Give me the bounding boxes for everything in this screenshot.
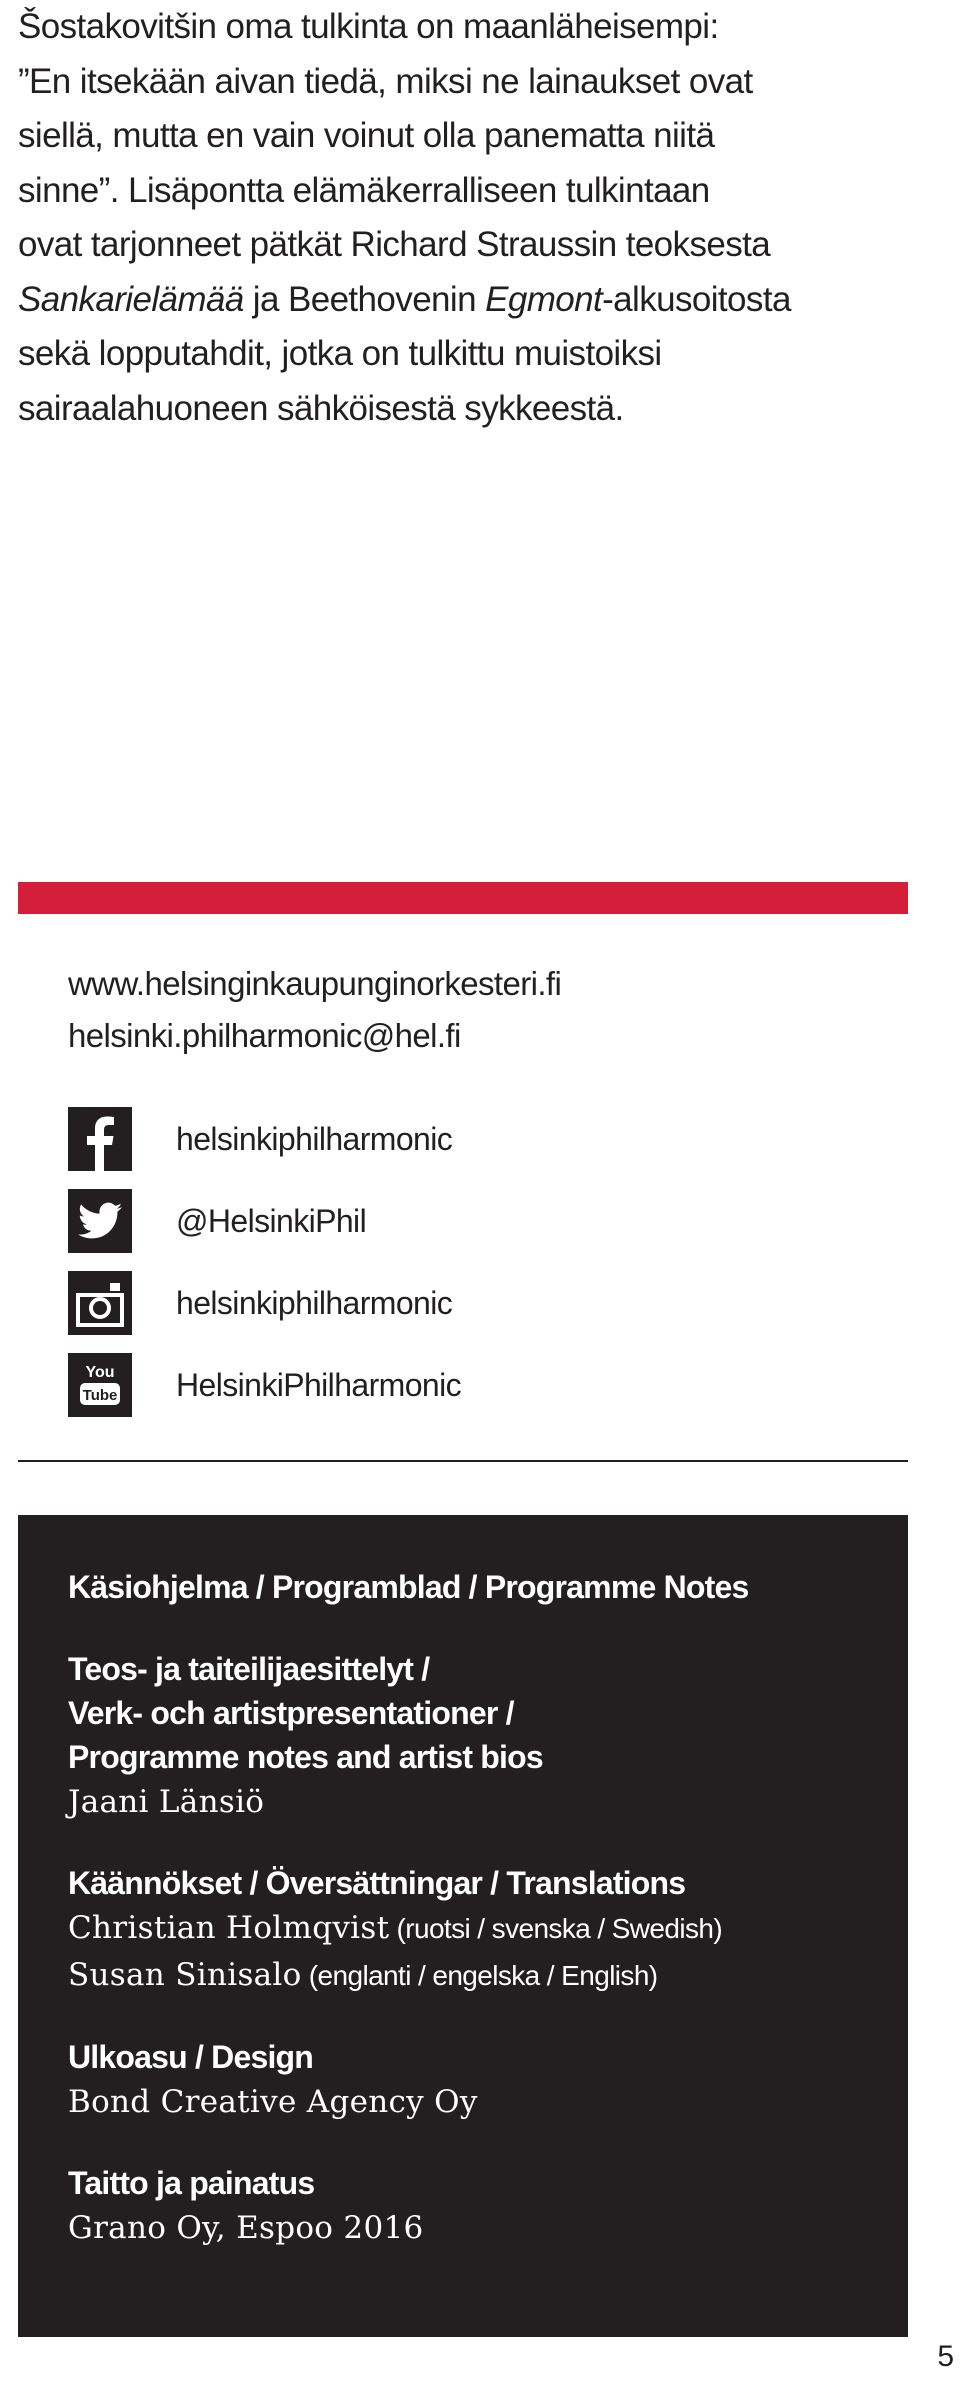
intro-text xyxy=(18,0,898,436)
intro-text-segment: sekä lopputahdit, jotka on tulkittu muistoiksi xyxy=(18,334,662,373)
credits-title: Käsiohjelma / Programblad / Programme Notes xyxy=(68,1569,749,1605)
intro-line xyxy=(18,218,898,273)
social-item-facebook[interactable] xyxy=(68,1106,888,1172)
social-media-list xyxy=(68,1106,888,1434)
credit-person xyxy=(68,2079,888,2125)
credit-heading: Programme notes and artist bios xyxy=(68,1739,543,1775)
credit-person xyxy=(68,1905,888,1952)
credit-person xyxy=(68,2205,888,2251)
intro-text-segment: ”En itsekään aivan tiedä, miksi ne lainaukset ovat xyxy=(18,61,753,101)
intro-line xyxy=(18,55,898,110)
credit-person-name: Grano Oy, Espoo 2016 xyxy=(68,2210,424,2246)
credit-person-name: Bond Creative Agency Oy xyxy=(68,2084,478,2120)
red-accent-bar xyxy=(18,882,908,914)
website-link[interactable]: www.helsinginkaupunginorkesteri.fi xyxy=(68,965,562,1002)
credit-person-note: (ruotsi / svenska / Swedish) xyxy=(389,1913,723,1944)
instagram-icon xyxy=(68,1271,132,1335)
credit-block xyxy=(68,1647,888,1825)
credit-person-name: Christian Holmqvist xyxy=(68,1910,390,1946)
intro-paragraph xyxy=(18,0,898,436)
youtube-label: HelsinkiPhilharmonic xyxy=(176,1366,462,1403)
social-item-instagram[interactable] xyxy=(68,1270,888,1336)
facebook-label: helsinkiphilharmonic xyxy=(176,1120,453,1157)
youtube-icon-text-bottom: Tube xyxy=(82,1387,118,1404)
page-number: 5 xyxy=(937,2340,954,2373)
social-item-youtube[interactable] xyxy=(68,1352,888,1418)
facebook-icon xyxy=(68,1107,132,1171)
credit-person xyxy=(68,1952,888,1999)
intro-italic-title: Egmont xyxy=(485,279,603,319)
credit-block xyxy=(68,2161,888,2251)
intro-italic-title: Sankarielämää xyxy=(18,279,244,319)
intro-line xyxy=(18,164,898,219)
credits-blocks xyxy=(68,1647,888,2251)
intro-line xyxy=(18,382,898,437)
twitter-icon xyxy=(68,1189,132,1253)
credit-heading: Käännökset / Översättningar / Translations xyxy=(68,1865,686,1901)
email-link[interactable]: helsinki.philharmonic@hel.fi xyxy=(68,1017,461,1054)
intro-text-segment: ja Beethovenin xyxy=(243,279,486,319)
credit-heading: Taitto ja painatus xyxy=(68,2165,315,2201)
twitter-label: @HelsinkiPhil xyxy=(176,1202,367,1239)
divider xyxy=(18,1460,908,1462)
intro-line xyxy=(18,273,898,328)
intro-text-segment: Šostakovitšin oma tulkinta on maanläheisempi: xyxy=(18,7,719,46)
intro-text-segment: sinne”. Lisäpontta elämäkerralliseen tulkintaan xyxy=(18,170,710,210)
youtube-icon-text-top: You xyxy=(85,1364,115,1381)
intro-line xyxy=(18,109,898,164)
credit-heading: Verk- och artistpresentationer / xyxy=(68,1695,514,1731)
contact-info xyxy=(68,958,561,1062)
intro-line xyxy=(18,327,898,382)
youtube-icon xyxy=(68,1353,132,1417)
credit-block xyxy=(68,1861,888,1999)
credit-block xyxy=(68,2035,888,2125)
credit-heading: Teos- ja taiteilijaesittelyt / xyxy=(68,1651,430,1687)
credit-person-name: Susan Sinisalo xyxy=(68,1957,302,1993)
instagram-label: helsinkiphilharmonic xyxy=(176,1284,453,1321)
credit-person-name: Jaani Länsiö xyxy=(68,1784,265,1820)
social-item-twitter[interactable] xyxy=(68,1188,888,1254)
intro-text-segment: siellä, mutta en vain voinut olla panematta niitä xyxy=(18,116,715,155)
intro-text-segment: -alkusoitosta xyxy=(602,279,791,319)
credit-person xyxy=(68,1779,888,1825)
credit-heading: Ulkoasu / Design xyxy=(68,2039,314,2075)
intro-text-segment: sairaalahuoneen sähköisestä sykkeestä. xyxy=(18,388,624,428)
intro-text-segment: ovat tarjonneet pätkät Richard Straussin teoksesta xyxy=(18,225,771,264)
credit-person-note: (englanti / engelska / English) xyxy=(301,1960,658,1991)
intro-line xyxy=(18,0,898,55)
credits-box xyxy=(18,1515,908,2337)
